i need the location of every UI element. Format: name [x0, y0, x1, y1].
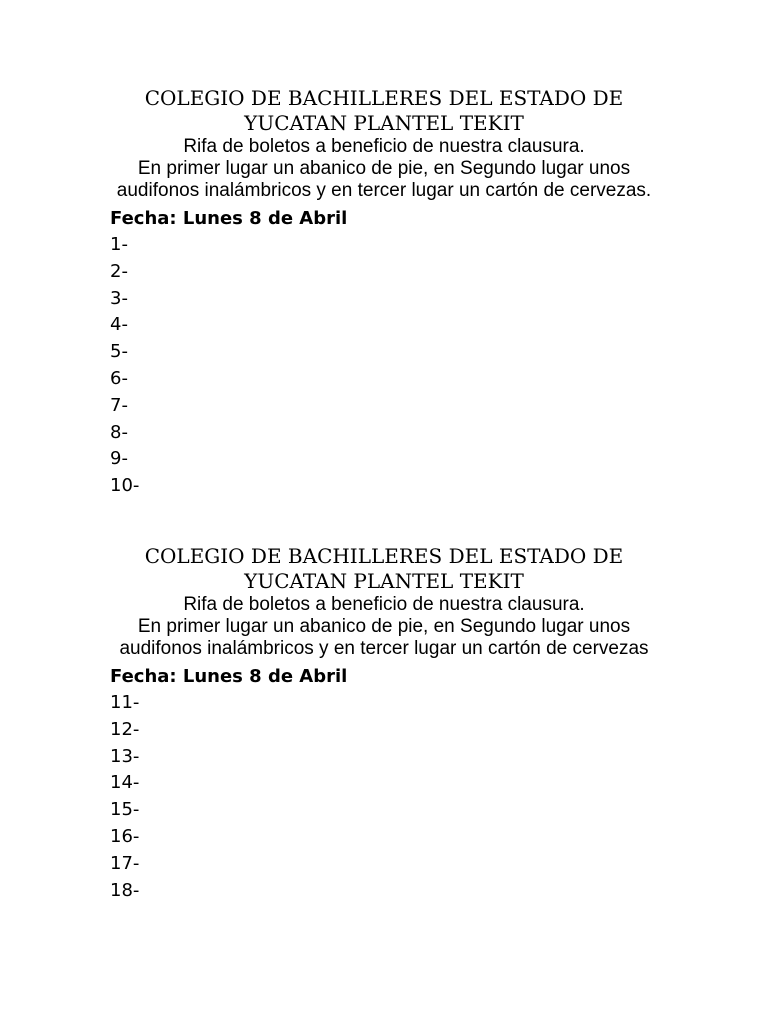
school-title: COLEGIO DE BACHILLERES DEL ESTADO DE YUCATAN PLANTEL TEKIT [144, 86, 624, 135]
ticket-line: 14- [110, 772, 140, 794]
raffle-date: Fecha: Lunes 8 de Abril [110, 666, 348, 687]
ticket-line: 1- [110, 234, 128, 255]
ticket-line: 9- [110, 448, 128, 470]
ticket-line: 3- [110, 287, 128, 309]
ticket-list [0, 232, 768, 500]
raffle-description: Rifa de boletos a beneficio de nuestra clausura. [183, 136, 585, 157]
raffle-section-2 [0, 544, 768, 904]
ticket-line: 6- [110, 367, 128, 389]
prizes-description: En primer lugar un abanico de pie, en Segundo lugar unos audifonos inalámbricos y en tercer lugar un cartón de cervezas [119, 616, 649, 659]
ticket-line: 17- [110, 852, 140, 874]
ticket-line: 8- [110, 421, 128, 443]
raffle-date: Fecha: Lunes 8 de Abril [110, 208, 348, 229]
ticket-line: 18- [110, 879, 140, 901]
raffle-description: Rifa de boletos a beneficio de nuestra clausura. [183, 594, 585, 615]
ticket-line: 5- [110, 341, 128, 363]
ticket-list [0, 690, 768, 904]
ticket-line: 13- [110, 745, 140, 767]
ticket-line: 4- [110, 314, 128, 336]
ticket-line: 10- [110, 475, 140, 497]
raffle-section-1 [0, 86, 768, 500]
ticket-line: 15- [110, 799, 140, 821]
ticket-line: 7- [110, 394, 128, 416]
ticket-line: 12- [110, 718, 140, 740]
ticket-line: 16- [110, 825, 140, 847]
ticket-line: 2- [110, 260, 128, 282]
school-title: COLEGIO DE BACHILLERES DEL ESTADO DE YUCATAN PLANTEL TEKIT [144, 544, 624, 593]
prizes-description: En primer lugar un abanico de pie, en Segundo lugar unos audifonos inalámbricos y en tercer lugar un cartón de cervezas. [116, 158, 652, 201]
ticket-line: 11- [110, 692, 140, 713]
